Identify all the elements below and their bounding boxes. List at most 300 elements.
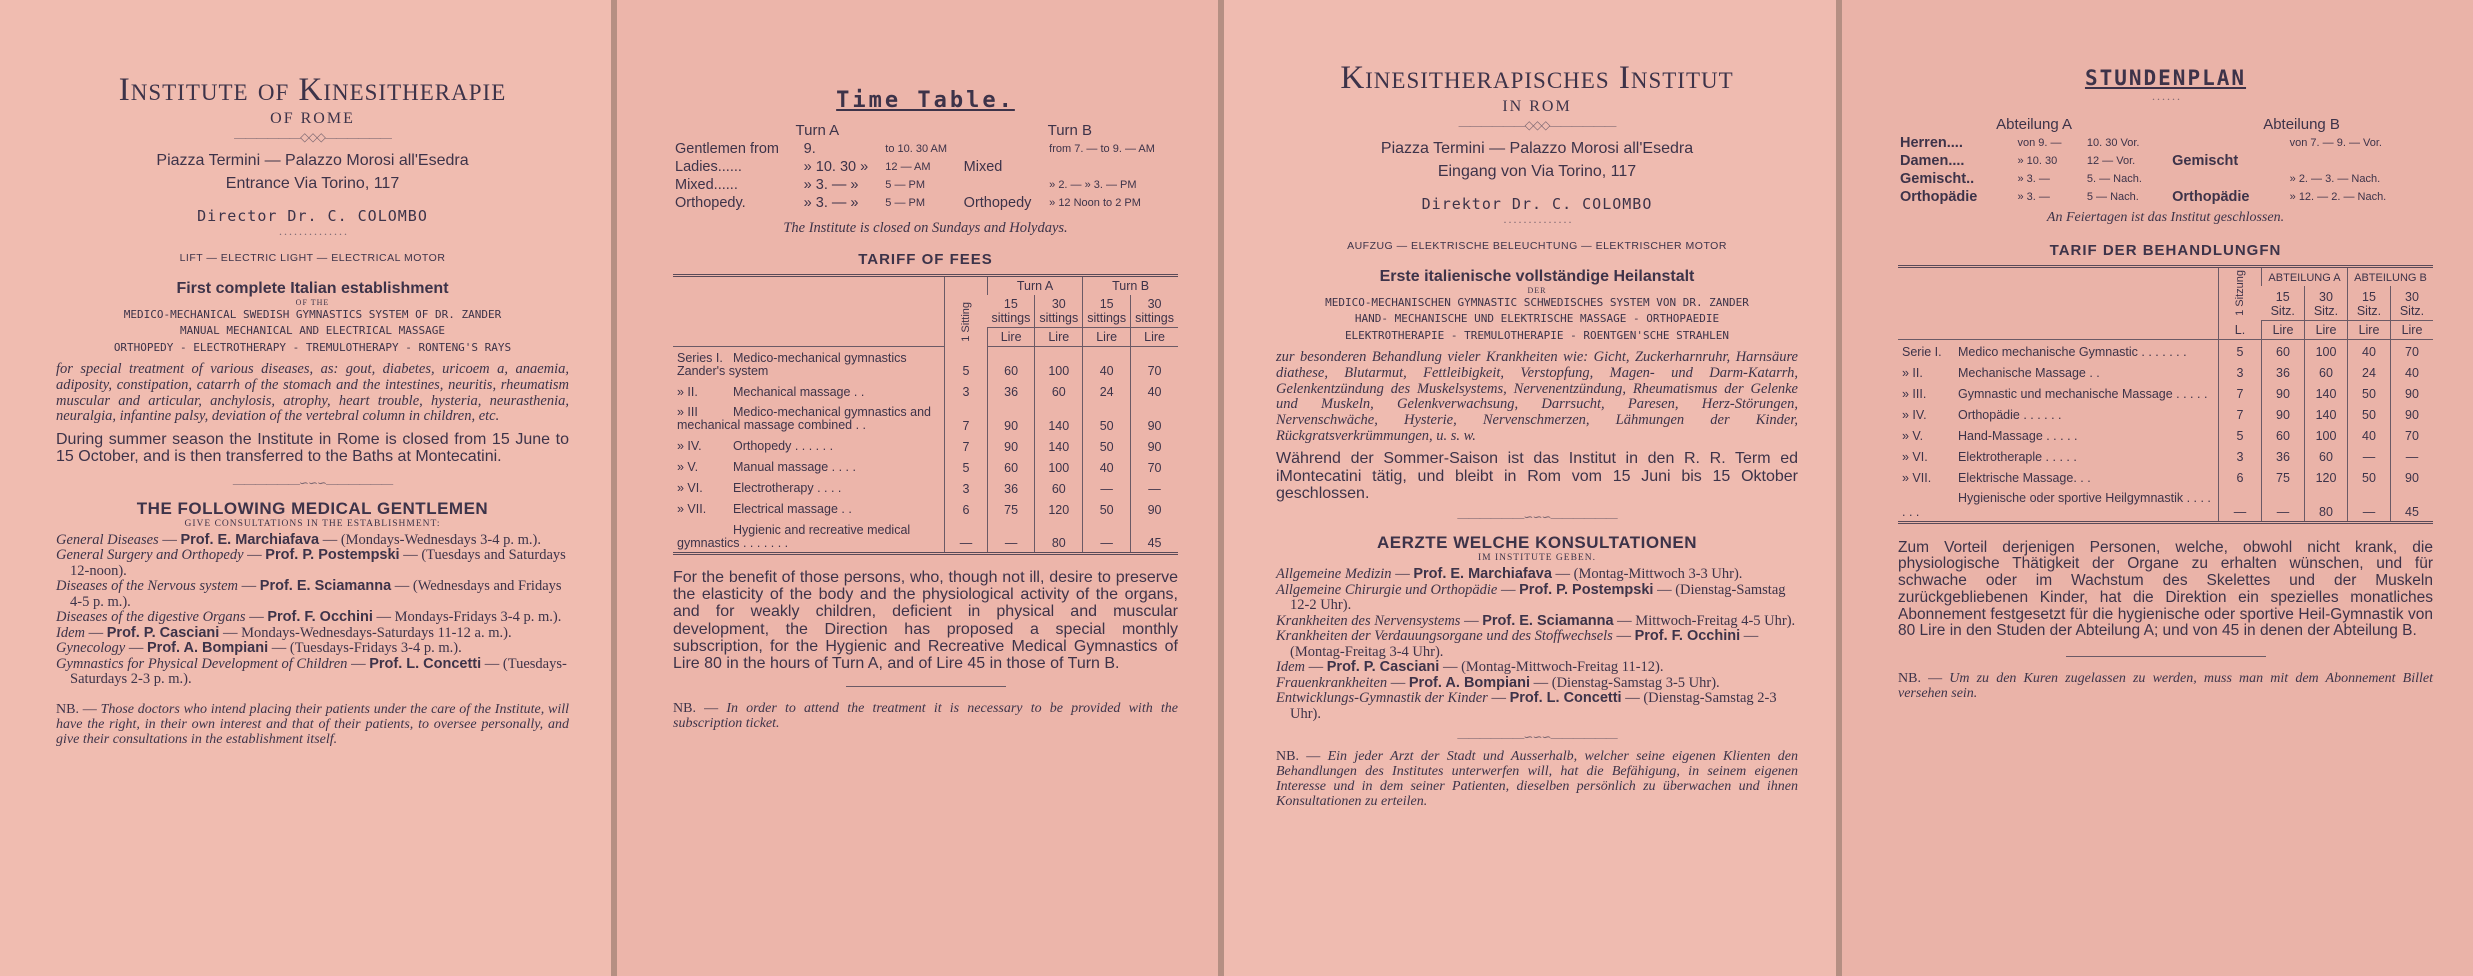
address-line-1: Piazza Termini — Palazzo Morosi all'Esedra (156, 152, 469, 170)
tariff-price-a15: 90 (2262, 382, 2305, 403)
doctor-entry: Gynecology — Prof. A. Bompiani — (Tuesdays-Fridays 3-4 p. m.). (56, 640, 462, 657)
tariff-treatment-name: Medico mechanische Gymnastic . . . . . . . (1958, 345, 2187, 360)
doctor-hours: (Dienstag-Samstag 12-2 Uhr). (1290, 581, 1786, 614)
doctor-entry: Diseases of the digestive Organs — Prof. F. Occhini — Mondays-Fridays 3-4 p. m.). (56, 609, 562, 626)
tariff-price-b15: 50 (2348, 466, 2391, 487)
tariff-price-a30: 100 (2305, 340, 2348, 362)
doctor-hours: (Dienstag-Samstag 2-3 Uhr). (1290, 690, 1777, 722)
tariff-row (1898, 424, 2433, 445)
doctor-name: Prof. P. Postempski (265, 547, 400, 564)
nb-note (673, 701, 1178, 731)
doctor-entry: Diseases of the Nervous system — Prof. E. Sciamanna — (Wednesdays and Fridays 4-5 p. m.). (56, 578, 562, 610)
abteilung-b-orthopaedie-label: Orthopädie (2172, 189, 2250, 205)
tariff-col-15: 15 Sitz. (2262, 286, 2305, 321)
tariff-treatment (1898, 361, 2219, 382)
tariff-rows (1898, 340, 2433, 522)
tariff-price-a15: 36 (2262, 445, 2305, 466)
abteilung-b-gemischt-1: von 7. — 9. — Vor. (2289, 137, 2382, 149)
timetable-who: Gemischt.. (1900, 171, 1975, 187)
doctor-entry: Idem — Prof. P. Casciani — (Montag-Mittwoch-Freitag 11-12). (1276, 659, 1664, 676)
tariff-price-s1: 5 (944, 347, 987, 381)
tariff-col-30: 30 Sitz. (2391, 286, 2434, 321)
tariff-price-a15: 36 (987, 380, 1034, 401)
tariff-treatment (673, 498, 944, 519)
tariff-unit: Lire (2348, 321, 2391, 340)
ornament-divider: ——————∽∽∽—————— (1457, 730, 1617, 745)
abteilung-b-gemischt-label: Gemischt (2172, 153, 2239, 169)
tariff-price-a30: 140 (1035, 401, 1083, 434)
doctor-hours: Mondays-Fridays 3-4 p. m.). (394, 609, 562, 626)
abteilung-b-orthopaedie: » 12. — 2. — Nach. (2289, 191, 2387, 203)
ornament-divider: ——————∽∽∽—————— (232, 475, 393, 490)
tariff-treatment-name: Orthopedy . . . . . . (733, 439, 834, 454)
doctor-name: Prof. E. Sciamanna (1482, 612, 1614, 629)
tariff-treatment (673, 401, 944, 434)
turn-b-header: Turn B (1047, 122, 1093, 139)
doctor-hours: (Montag-Mittwoch-Freitag 11-12). (1461, 659, 1664, 676)
system-line-2: HAND- MECHANISCHE UND ELEKTRISCHE MASSAGE - ORTHOPAEDIE (1354, 312, 1720, 326)
tariff-col-turn-a: Turn A (987, 276, 1082, 296)
doctor-name: Prof. L. Concetti (1509, 690, 1622, 707)
tariff-col-sitting: 1 Sitting (944, 276, 987, 347)
tariff-price-s1: 3 (2219, 445, 2262, 466)
nb-label: NB. — (56, 701, 97, 717)
turn-b-mixed-label: Mixed (963, 159, 1003, 175)
der-label: DER (1527, 285, 1547, 295)
doctor-entry: General Diseases — Prof. E. Marchiafava — (Mondays-Wednesdays 3-4 p. m.). (56, 531, 541, 548)
tariff-price-b30: 90 (2391, 382, 2434, 403)
first-establishment: Erste italienische vollständige Heilanstalt (1379, 267, 1695, 285)
tariff-price-a15: — (987, 519, 1034, 554)
tariff-row (673, 456, 1178, 477)
tariff-price-s1: 7 (944, 401, 987, 434)
tariff-price-a30: 140 (2305, 403, 2348, 424)
doctors-heading: AERZTE WELCHE KONSULTATIONEN (1377, 533, 1697, 553)
doctor-hours: (Tuesdays-Fridays 3-4 p. m.). (289, 640, 462, 657)
nb-note (1276, 749, 1798, 809)
tariff-unit: Lire (2391, 321, 2434, 340)
nb-label: NB. — (1898, 671, 1943, 687)
tariff-price-s1: 7 (944, 435, 987, 456)
doctor-specialty: Idem (1276, 659, 1305, 676)
tariff-table (673, 274, 1178, 555)
doctor-entry: Allgemeine Chirurgie und Orthopädie — Prof. P. Postempski — (Dienstag-Samstag 12-2 Uhr). (1276, 581, 1786, 614)
tariff-row (673, 519, 1178, 554)
doctor-specialty: Diseases of the Nervous system (56, 578, 239, 595)
divider-rule (846, 686, 1006, 687)
tariff-row (673, 498, 1178, 519)
tariff-price-b30: 90 (2391, 466, 2434, 487)
tariff-unit: Lire (987, 328, 1034, 347)
nb-note (1898, 671, 2433, 701)
tariff-price-a30: 140 (1035, 435, 1083, 456)
tariff-price-b30: 90 (1131, 401, 1178, 434)
institute-title: Kinesitherapisches Institut (1340, 60, 1734, 96)
tariff-treatment-name: Mechanische Massage . . (1958, 366, 2100, 381)
doctor-specialty: Idem (56, 624, 85, 641)
tariff-price-b30: 90 (1131, 435, 1178, 456)
doctor-name: Prof. A. Bompiani (1408, 674, 1530, 691)
treatment-paragraph: zur besonderen Behandlung vieler Krankheiten wie: Gicht, Zuckerharnruhr, Harnsäure diathese, Blutarmut, Fettleibigkeit, Verstopfung, Magen- und Darm-Katarrh, Gelenkentzündung des Muskelsystems, Nervenentzündung, Rheumatismus der Gelenke und Muskeln, Gelenkverwachsung, Darrsucht, Paresen, Herz-Störungen, Nervenschwäche, Hysterie, Nervenschmerzen, Lähmungen der Kinder, Rückgratsverkrümmungen, u. s. w. (1276, 349, 1798, 444)
doctor-specialty: Frauenkrankheiten (1276, 674, 1388, 691)
tariff-price-a30: 120 (1035, 498, 1083, 519)
doctor-specialty: Entwicklungs-Gymnastik der Kinder (1276, 690, 1488, 707)
tariff-price-a30: 100 (2305, 424, 2348, 445)
closed-notice: The Institute is closed on Sundays and Holydays. (783, 220, 1068, 236)
treatment-paragraph: for special treatment of various diseases, as: gout, diabetes, uricoem a, anaemia, adiposity, constipation, catarrh of the stomach and the intestines, neuritis, rheumatism muscular and articular, anchylosis, atrophy, heart trouble, hysteria, neurasthenia, neuralgia, infantine palsy, deviation of the vertebral column in children, etc. (56, 361, 569, 425)
doctor-name: Prof. P. Casciani (1326, 659, 1440, 676)
tariff-treatment-name: Electrical massage . . (733, 502, 852, 517)
tariff-unit: Lire (1131, 328, 1178, 347)
tariff-treatment (673, 380, 944, 401)
facilities-line: AUFZUG — ELEKTRISCHE BELEUCHTUNG — ELEKTRISCHER MOTOR (1347, 239, 1727, 252)
tariff-series: » VI. (677, 481, 703, 496)
turn-b-orthopedy: » 12 Noon to 2 PM (1049, 197, 1141, 209)
tariff-price-b15: 40 (1083, 347, 1131, 381)
timetable-from: » 10. 30 » (803, 159, 869, 175)
institute-subtitle: IN ROM (1502, 98, 1572, 116)
timetable-from: » 3. — (2017, 191, 2050, 203)
tariff-treatment (673, 477, 944, 498)
doctor-specialty: Allgemeine Chirurgie und Orthopädie (1276, 581, 1498, 598)
nb-text: Ein jeder Arzt der Stadt und Ausserhalb, welcher seine eigenen Klienten den Behandlungen des Institutes unterwerfen will, hat die Befähigung, in seinem eigenen Interesse und in dem seiner Patienten, dieselben persönlich zu überwachen und ihnen Konsultationen zu erteilen. (1276, 749, 1798, 810)
tariff-col-abteilung-b: ABTEILUNG B (2348, 267, 2434, 286)
tariff-series: » II. (677, 385, 698, 400)
timetable-to: 5. — Nach. (2086, 173, 2142, 185)
tariff-series: » V. (677, 460, 699, 475)
timetable-who: Orthopädie (1900, 189, 1978, 205)
tariff-unit: Lire (1083, 328, 1131, 347)
timetable-to: 5 — PM (885, 197, 926, 209)
timetable-title: STUNDENPLAN (2084, 66, 2247, 90)
doctor-hours: Mittwoch-Freitag 4-5 Uhr). (1635, 612, 1796, 629)
tariff-price-b15: — (1083, 519, 1131, 554)
doctor-entry: Krankheiten des Nervensystems — Prof. E. Sciamanna — Mittwoch-Freitag 4-5 Uhr). (1276, 612, 1796, 629)
timetable-to: 12 — AM (885, 161, 931, 173)
tariff-treatment (1898, 487, 2219, 522)
doctor-entry: Allgemeine Medizin — Prof. E. Marchiafava — (Montag-Mittwoch 3-3 Uhr). (1276, 566, 1743, 583)
nb-label: NB. — (1276, 749, 1321, 765)
tariff-treatment-name: Elektrische Massage. . . (1958, 471, 2091, 486)
benefit-paragraph: For the benefit of those persons, who, though not ill, desire to preserve the elasticity of the body and the physiological activity of the organs, and for weakly children, deficient in physical and muscular development, the Direction has proposed a special monthly subscription, for the Hygienic and Recreative Medical Gymnastics of Lire 80 in the hours of Turn A, and of Lire 45 in those of Turn B. (673, 568, 1178, 673)
panel-german-main (1224, 0, 1836, 976)
tariff-price-b15: 50 (1083, 401, 1131, 434)
tariff-row (673, 435, 1178, 456)
timetable-from: » 3. — » (803, 177, 859, 193)
turn-b-mixed-2: » 2. — » 3. — PM (1049, 179, 1137, 191)
tariff-col-15: 15 sittings (1083, 295, 1131, 328)
timetable-spacer (962, 176, 1047, 194)
tariff-series: » IV. (1902, 408, 1927, 423)
doctor-entry: Frauenkrankheiten — Prof. A. Bompiani — (Dienstag-Samstag 3-5 Uhr). (1276, 674, 1720, 691)
tariff-heading: TARIFF OF FEES (858, 251, 993, 268)
timetable-from: 9. (803, 141, 816, 157)
summer-notice: Während der Sommer-Saison ist das Institut in den R. R. Term ed iMontecatini tätig, und bleibt in Rom vom 15 Juni bis 15 Oktober geschlossen. (1276, 450, 1798, 502)
doctor-name: Prof. L. Concetti (369, 655, 482, 672)
turn-b-orthopedy-label: Orthopedy (963, 195, 1032, 211)
timetable-to: 5 — PM (885, 179, 926, 191)
tariff-price-b30: 40 (1131, 380, 1178, 401)
tariff-price-b30: — (2391, 445, 2434, 466)
doctor-specialty: General Diseases (56, 531, 159, 548)
timetable (673, 121, 1178, 212)
tariff-price-b15: 40 (2348, 424, 2391, 445)
tariff-price-b30: 90 (2391, 403, 2434, 424)
doctor-name: Prof. P. Postempski (1519, 581, 1654, 598)
timetable (1898, 115, 2433, 206)
tariff-price-b15: — (2348, 487, 2391, 522)
system-description (1276, 295, 1798, 345)
system-line-2: MANUAL MECHANICAL AND ELECTRICAL MASSAGE (180, 324, 445, 338)
doctor-name: Prof. E. Marchiafava (180, 531, 320, 548)
tariff-treatment-name: Hand-Massage . . . . . (1958, 429, 2078, 444)
tariff-row (673, 477, 1178, 498)
tariff-treatment (1898, 382, 2219, 403)
tariff-price-a30: 100 (1035, 347, 1083, 381)
doctor-name: Prof. E. Marchiafava (1413, 566, 1552, 583)
timetable-from: von 9. — (2017, 137, 2062, 149)
tariff-series: » III (677, 405, 698, 420)
tariff-price-s1: 6 (2219, 466, 2262, 487)
tariff-treatment-name: Medico-mechanical gymnastics and mechanical massage combined . . (677, 405, 932, 433)
timetable-to: 5 — Nach. (2086, 191, 2139, 203)
closed-notice: An Feiertagen ist das Institut geschlossen. (2046, 210, 2285, 225)
tariff-treatment-name: Hygienic and recreative medical gymnastics . . . . . . . (677, 522, 911, 550)
system-line-1: MEDICO-MECHANISCHEN GYMNASTIC SCHWEDISCHES SYSTEM VON DR. ZANDER (1325, 295, 1749, 309)
panel-german-timetable (1842, 0, 2473, 976)
timetable-title: Time Table. (836, 88, 1015, 113)
system-line-1: MEDICO-MECHANICAL SWEDISH GYMNASTICS SYSTEM OF DR. ZANDER (123, 307, 502, 321)
tariff-price-b30: 70 (2391, 340, 2434, 362)
timetable-from: » 3. — (2017, 173, 2050, 185)
tariff-table (1898, 265, 2433, 524)
doctor-specialty: Krankheiten des Nervensystems (1276, 612, 1461, 629)
doctor-specialty: Gymnastics for Physical Development of Children (56, 655, 348, 672)
doctor-entry: Entwicklungs-Gymnastik der Kinder — Prof. L. Concetti — (Dienstag-Samstag 2-3 Uhr). (1276, 690, 1777, 722)
tariff-price-a30: 80 (1035, 519, 1083, 554)
tariff-price-s1: 5 (944, 456, 987, 477)
tariff-price-s1: 3 (944, 477, 987, 498)
tariff-price-a15: 75 (987, 498, 1034, 519)
tariff-treatment (1898, 340, 2219, 362)
tariff-price-b15: 40 (1083, 456, 1131, 477)
address-line-1: Piazza Termini — Palazzo Morosi all'Esedra (1380, 140, 1694, 158)
doctor-entry: Idem — Prof. P. Casciani — Mondays-Wednesdays-Saturdays 11-12 a. m.). (56, 624, 512, 641)
tariff-price-a30: 60 (2305, 445, 2348, 466)
system-description (56, 307, 569, 357)
timetable-who: Herren.... (1900, 135, 1963, 151)
tariff-price-a30: 80 (2305, 487, 2348, 522)
address-line-2: Eingang von Via Torino, 117 (1437, 163, 1637, 181)
tariff-col-15: 15 sittings (987, 295, 1034, 328)
doctors-subheading: GIVE CONSULTATIONS IN THE ESTABLISHMENT: (184, 518, 441, 529)
tariff-price-a30: 120 (2305, 466, 2348, 487)
doctor-specialty: General Surgery and Orthopedy (56, 547, 244, 564)
tariff-treatment-name: Manual massage . . . . (733, 460, 856, 475)
doctor-specialty: Krankheiten der Verdauungsorgane und des Stoffwechsels (1276, 628, 1613, 645)
divider-rule (2066, 656, 2266, 657)
tariff-price-s1: 5 (2219, 424, 2262, 445)
doctor-specialty: Diseases of the digestive Organs (56, 609, 246, 626)
doctors-list (1276, 567, 1798, 722)
tariff-unit: Lire (2262, 321, 2305, 340)
doctor-hours: (Mondays-Wednesdays 3-4 p. m.). (340, 531, 541, 548)
tariff-price-a15: 60 (2262, 340, 2305, 362)
tariff-price-a15: 60 (2262, 424, 2305, 445)
tariff-price-b15: — (2348, 445, 2391, 466)
tariff-heading: TARIF DER BEHANDLUNGFN (2049, 242, 2282, 259)
nb-label: NB. — (673, 701, 719, 717)
doctor-entry: Krankheiten der Verdauungsorgane und des Stoffwechsels — Prof. F. Occhini — (Montag-Freitag 3-4 Uhr). (1276, 628, 1759, 660)
tariff-row (673, 401, 1178, 434)
tariff-series: » VII. (1902, 471, 1932, 486)
doctor-name: Prof. P. Casciani (106, 624, 220, 641)
timetable-spacer (1047, 158, 1178, 176)
tariff-treatment (1898, 403, 2219, 424)
tariff-price-b30: 45 (2391, 487, 2434, 522)
tariff-treatment (1898, 445, 2219, 466)
nb-text: In order to attend the treatment it is necessary to be provided with the subscription ticket. (673, 701, 1179, 732)
tariff-row (673, 347, 1178, 381)
doctor-name: Prof. A. Bompiani (147, 640, 269, 657)
tariff-treatment (1898, 424, 2219, 445)
tariff-price-b30: 45 (1131, 519, 1178, 554)
tariff-unit-blank (673, 328, 944, 347)
doctors-subheading: IM INSTITUTE GEBEN. (1478, 553, 1596, 564)
ornament-divider: ——————◇◇◇—————— (234, 130, 391, 145)
tariff-price-b30: 90 (1131, 498, 1178, 519)
tariff-price-a15: 60 (987, 347, 1034, 381)
doctor-hours: (Montag-Freitag 3-4 Uhr). (1290, 643, 1444, 660)
ornament-divider: ——————◇◇◇—————— (1458, 118, 1616, 133)
tariff-price-b15: — (1083, 477, 1131, 498)
tariff-row (1898, 466, 2433, 487)
turn-a-header: Turn A (795, 122, 840, 139)
tariff-rows (673, 347, 1178, 554)
tariff-price-a30: 60 (1035, 380, 1083, 401)
tariff-price-s1: — (944, 519, 987, 554)
tariff-treatment (673, 347, 944, 381)
tariff-price-a15: 36 (2262, 361, 2305, 382)
timetable-to: 10. 30 Vor. (2086, 137, 2140, 149)
tariff-price-a30: 140 (2305, 382, 2348, 403)
tariff-price-s1: 7 (2219, 403, 2262, 424)
dotted-divider: · · · · · · · · · · · · · · (1503, 214, 1571, 229)
tariff-row (1898, 445, 2433, 466)
system-line-3: ELEKTROTHERAPIE - TREMULOTHERAPIE - ROENTGEN'SCHE STRAHLEN (1344, 328, 1730, 342)
tariff-price-b30: — (1131, 477, 1178, 498)
tariff-price-b15: 24 (2348, 361, 2391, 382)
timetable-who: Orthopedy. (675, 195, 746, 211)
address-line-2: Entrance Via Torino, 117 (225, 175, 400, 193)
tariff-unit: Lire (1035, 328, 1083, 347)
tariff-price-b15: 24 (1083, 380, 1131, 401)
abteilung-b-header: Abteilung B (2263, 116, 2340, 133)
dotted-divider: · · · · · · (2151, 92, 2180, 106)
tariff-treatment (1898, 466, 2219, 487)
tariff-price-b15: 40 (2348, 340, 2391, 362)
tariff-price-b15: 50 (2348, 382, 2391, 403)
tariff-col-30: 30 sittings (1035, 295, 1083, 328)
tariff-col-sitzung: 1 Sitzung (2219, 267, 2262, 321)
tariff-treatment-name: Medico-mechanical gymnastics Zander's system (677, 351, 907, 379)
tariff-treatment (673, 519, 944, 554)
tariff-series: » IV. (677, 439, 702, 454)
tariff-treatment-name: Hygienische oder sportive Heilgymnastik . . . . . . . (1902, 491, 2211, 519)
timetable-from: » 3. — » (803, 195, 859, 211)
nb-note (56, 702, 569, 747)
summer-notice: During summer season the Institute in Rome is closed from 15 June to 15 October, and is then transferred to the Baths at Montecatini. (56, 431, 569, 466)
tariff-row (673, 380, 1178, 401)
nb-text: Those doctors who intend placing their patients under the care of the Institute, will have the right, in their own interest and that of their patients, to oversee personally, and give their consultations in the establishment itself. (56, 701, 569, 747)
tariff-price-s1: 5 (2219, 340, 2262, 362)
tariff-col-30: 30 Sitz. (2305, 286, 2348, 321)
doctor-hours: (Tuesdays-Saturdays 2-3 p. m.). (70, 655, 567, 688)
doctor-hours: (Dienstag-Samstag 3-5 Uhr). (1551, 674, 1720, 691)
panel-english-timetable (617, 0, 1218, 976)
tariff-price-a15: 90 (987, 401, 1034, 434)
timetable-spacer (2288, 152, 2433, 170)
tariff-col-30: 30 sittings (1131, 295, 1178, 328)
institute-subtitle: OF ROME (270, 110, 355, 128)
tariff-row (1898, 361, 2433, 382)
tariff-price-a30: 60 (1035, 477, 1083, 498)
doctor-hours: Mondays-Wednesdays-Saturdays 11-12 a. m.). (241, 624, 512, 641)
tariff-unit-blank (1898, 321, 2219, 340)
tariff-price-a15: 90 (987, 435, 1034, 456)
tariff-series: » V. (1902, 429, 1924, 444)
timetable-who: Ladies...... (675, 159, 742, 175)
tariff-price-a15: 75 (2262, 466, 2305, 487)
doctor-specialty: Allgemeine Medizin (1276, 566, 1392, 583)
timetable-to: to 10. 30 AM (885, 143, 948, 155)
tariff-price-s1: — (2219, 487, 2262, 522)
tariff-row (1898, 382, 2433, 403)
tariff-treatment (673, 456, 944, 477)
tariff-series: » II. (1902, 366, 1923, 381)
doctor-hours: (Tuesdays and Saturdays 12-noon). (70, 547, 566, 579)
tariff-price-a30: 60 (2305, 361, 2348, 382)
doctor-name: Prof. F. Occhini (267, 609, 373, 626)
dotted-divider: · · · · · · · · · · · · · · (278, 226, 347, 241)
nb-text: Um zu den Kuren zugelassen zu werden, muss man mit dem Abonnement Billet versehen sein. (1898, 671, 2434, 702)
tariff-series-header (673, 276, 944, 328)
tariff-price-b15: 50 (1083, 498, 1131, 519)
tariff-series: Series I. (677, 351, 723, 365)
tariff-col-turn-b: Turn B (1083, 276, 1178, 296)
tariff-price-s1: 6 (944, 498, 987, 519)
tariff-series-header (1898, 267, 2219, 321)
timetable-from: » 10. 30 (2017, 155, 2058, 167)
panel-english-main (0, 0, 611, 976)
timetable-who: Gentlemen from (675, 141, 779, 157)
doctor-hours: (Montag-Mittwoch 3-3 Uhr). (1573, 566, 1743, 583)
benefit-paragraph: Zum Vorteil derjenigen Personen, welche, obwohl nicht krank, die physiologische Thätigkeit der Organe zu erhalten wünschen, und für schwache oder im Wachstum des Skelettes und der Muskeln zurückgebliebenen Kinder, hat die Direktion ein spezielles monatliches Abonnement festgesetzt für die hygienische oder sportive Heil-Gymnastik von 80 Lire in den Studen der Abteilung A; und von 45 in denen der Abteilung B. (1898, 538, 2433, 640)
tariff-price-a15: 60 (987, 456, 1034, 477)
tariff-col-15: 15 Sitz. (2348, 286, 2391, 321)
of-the-label: OF THE (295, 297, 330, 307)
tariff-price-b30: 40 (2391, 361, 2434, 382)
doctor-entry: Gymnastics for Physical Development of Children — Prof. L. Concetti — (Tuesdays-Saturdays 2-3 p. m.). (56, 655, 567, 688)
tariff-treatment-name: Gymnastic und mechanische Massage . . . . . (1958, 387, 2208, 402)
tariff-series: » VI. (1902, 450, 1928, 465)
system-line-3: ORTHOPEDY - ELECTROTHERAPY - TREMULOTHERAPY - RONTENG'S RAYS (113, 340, 512, 354)
turn-b-mixed-1: from 7. — to 9. — AM (1049, 143, 1155, 155)
tariff-unit: Lire (2305, 321, 2348, 340)
first-establishment: First complete Italian establishment (176, 279, 449, 297)
doctors-list (56, 533, 569, 688)
tariff-price-s1: 3 (944, 380, 987, 401)
